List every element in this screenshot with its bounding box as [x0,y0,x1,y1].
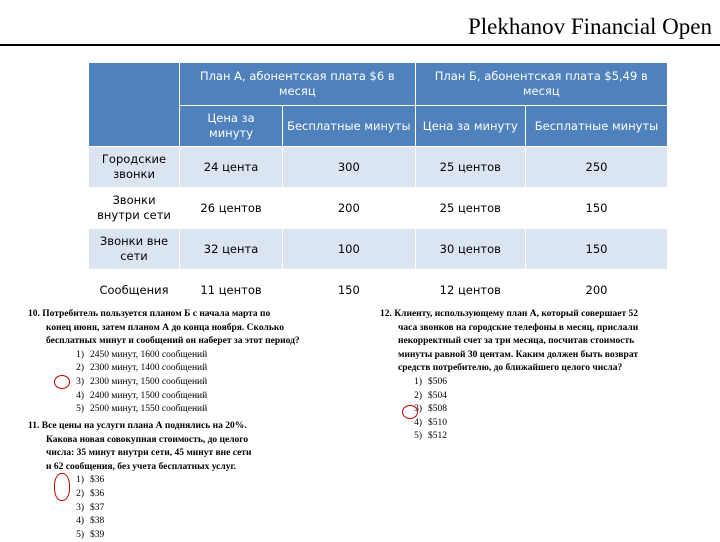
table-cell: 200 [526,270,667,310]
stem-line: некорректный счет за три месяца, посчитав стоимость [398,336,635,347]
stem-line: Клиенту, использующему план А, который совершает 52 [394,309,639,319]
answer-option[interactable] [380,430,692,444]
option-number: 5) [414,431,422,442]
answer-option[interactable] [28,403,346,417]
answer-option[interactable] [28,529,346,542]
row-label: Сообщения [89,270,179,310]
stem-line: бесплатных минут и сообщений он наберет за этот период? [46,336,300,347]
table-cell: 30 центов [416,229,525,269]
table-row [89,229,667,269]
stem-line: часа звонков на городские телефоны в месяц, прислали [398,322,639,333]
answer-option[interactable] [28,502,346,516]
row-label: Звонки внутри сети [89,188,179,228]
option-text: $37 [90,502,105,513]
answer-options [380,376,692,444]
subheader-b-price: Цена за минуту [416,106,525,146]
option-number: 3) [414,404,422,415]
question-number: 11. [28,421,40,431]
option-text: $39 [90,529,105,540]
table-cell: 150 [283,270,415,310]
plan-b-header: План Б, абонентская плата $5,49 в месяц [416,63,667,105]
table-cell: 25 центов [416,188,525,228]
answer-option[interactable] [28,474,346,488]
answer-option[interactable] [28,376,346,390]
answer-option[interactable] [28,488,346,502]
table-cell: 26 центов [180,188,282,228]
option-number: 4) [76,516,84,527]
stem-line: Потребитель пользуется планом Б с начала марта по [42,309,271,319]
table-row [89,270,667,310]
answer-option[interactable] [28,390,346,404]
option-text: 2500 минут, 1550 сообщений [90,404,208,415]
option-number: 4) [414,417,422,428]
table-cell: 300 [283,147,415,187]
option-text: 2450 минут, 1600 сообщений [90,349,208,360]
table-cell: 100 [283,229,415,269]
table-cell: 200 [283,188,415,228]
option-text: 2400 минут, 1500 сообщений [90,390,208,401]
answer-option[interactable] [380,376,692,390]
option-text: $36 [90,475,105,486]
stem-line: и 62 сообщения, без учета бесплатных услуг. [46,461,237,472]
option-number: 1) [414,376,422,387]
question-12-stem [380,308,692,376]
slide-title: Plekhanov Financial Open [467,14,712,39]
question-10 [28,308,346,417]
stem-line: минуты равной 30 центам. Каким должен быть возврат [398,349,639,360]
question-12 [380,308,692,444]
table-header-row [89,63,667,105]
table-corner-cell [89,63,179,146]
table-cell: 250 [526,147,667,187]
table-cell: 25 центов [416,147,525,187]
table-cell: 24 цента [180,147,282,187]
table-cell: 32 цента [180,229,282,269]
option-text: 2300 минут, 1500 сообщений [90,376,208,387]
tariff-table [88,62,668,311]
option-text: $508 [428,404,447,415]
subheader-b-free: Бесплатные минуты [526,106,667,146]
answer-option[interactable] [28,362,346,376]
answer-options [28,349,346,417]
stem-line: конец июня, затем планом А до конца ноября. Сколько [46,322,284,333]
title-rule [0,44,720,46]
question-number: 10. [28,309,40,319]
row-label: Звонки вне сети [89,229,179,269]
option-number: 1) [76,475,84,486]
option-number: 5) [76,529,84,540]
question-11-stem [28,420,346,474]
subheader-a-price: Цена за минуту [180,106,282,146]
plan-a-header: План А, абонентская плата $6 в месяц [180,63,415,105]
option-text: $512 [428,431,447,442]
stem-line: Все цены на услуги плана А поднялись на 20%. [41,421,247,431]
question-10-stem [28,308,346,349]
option-number: 2) [76,363,84,374]
table-row [89,147,667,187]
subheader-a-free: Бесплатные минуты [283,106,415,146]
answer-options [28,474,346,542]
answer-option[interactable] [28,515,346,529]
answer-option[interactable] [380,390,692,404]
option-text: $504 [428,390,447,401]
option-number: 1) [76,349,84,360]
answer-option[interactable] [28,349,346,363]
row-label: Городские звонки [89,147,179,187]
stem-line: числа: 35 минут внутри сети, 45 минут вне сети [46,448,252,459]
question-number: 12. [380,309,392,319]
option-number: 5) [76,404,84,415]
table-cell: 11 центов [180,270,282,310]
option-number: 2) [414,390,422,401]
answer-option[interactable] [380,417,692,431]
stem-line: средств потребителю, до ближайшего целого числа? [398,363,623,374]
option-number: 3) [76,502,84,513]
option-text: $510 [428,417,447,428]
table-cell: 150 [526,188,667,228]
option-text: $506 [428,376,447,387]
option-number: 2) [76,488,84,499]
option-text: 2300 минут, 1400 сообщений [90,363,208,374]
option-number: 4) [76,390,84,401]
table-cell: 150 [526,229,667,269]
answer-option[interactable] [380,403,692,417]
table-cell: 12 центов [416,270,525,310]
question-11 [28,420,346,542]
option-number: 3) [76,376,84,387]
stem-line: Какова новая совокупная стоимость, до целого [46,434,249,445]
table-row [89,188,667,228]
option-text: $36 [90,488,105,499]
selected-answer-circle [54,375,70,389]
option-text: $38 [90,516,105,527]
